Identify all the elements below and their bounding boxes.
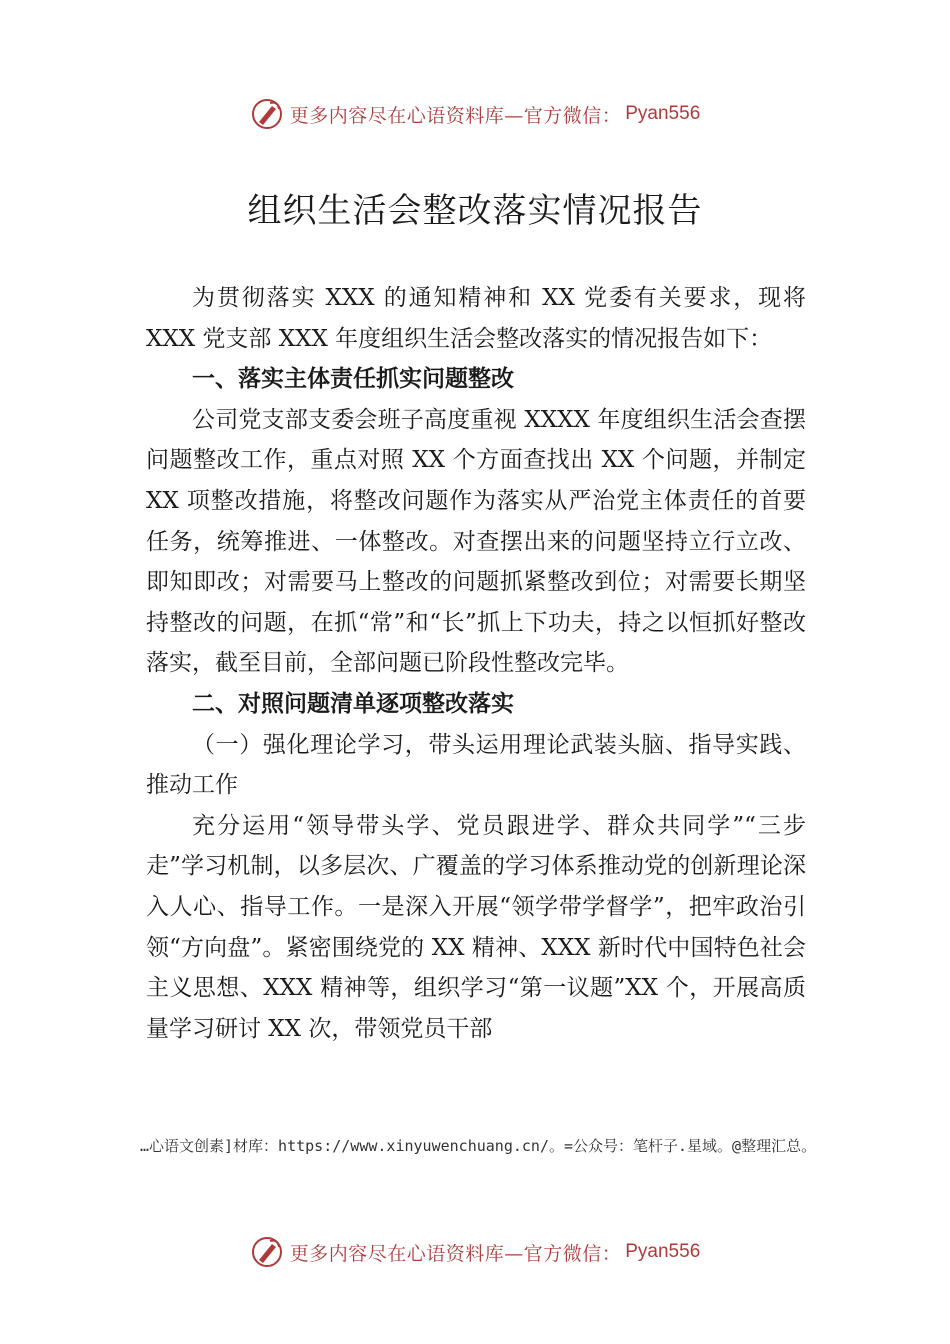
document-body [146, 278, 806, 1049]
section-2-paragraph: 充分运用“领导带头学、党员跟进学、群众共同学”“三步走”学习机制，以多层次、广覆盖的学习体系推动党的创新理论深入人心、指导工作。一是深入开展“领学带学督学”，把牢政治引领“方向盘”。紧密围绕党的 XX 精神、XXX 新时代中国特色社会主义思想、XXX 精神等，组织学习“第一议题”XX 个，开展高质量学习研讨 XX 次，带领党员干部 [146, 812, 806, 1042]
footer-banner [0, 1232, 950, 1272]
section-1-heading: 一、落实主体责任抓实问题整改 [192, 366, 514, 393]
section-2-subheading: （一）强化理论学习，带头运用理论武装头脑、指导实践、推动工作 [146, 731, 806, 799]
section-2-heading: 二、对照问题清单逐项整改落实 [192, 690, 514, 717]
section-1-paragraph: 公司党支部支委会班子高度重视 XXXX 年度组织生活会查摆问题整改工作，重点对照 XX 个方面查找出 XX 个问题，并制定 XX 项整改措施，将整改问题作为落实从严治党主体责任的首要任务，统筹推进、一体整改。对查摆出来的问题坚持立行立改、即知即改；对需要马上整改的问题抓紧整改到位；对需要长期坚持整改的问题，在抓“常”和“长”抓上下功夫，持之以恒抓好整改落实，截至目前，全部问题已阶段性整改完毕。 [146, 406, 806, 677]
banner-wechat-id: Pyan556 [625, 103, 701, 124]
banner-wechat-id: Pyan556 [625, 1241, 701, 1262]
banner-text: 更多内容尽在心语资料库—官方微信： [289, 104, 622, 127]
intro-paragraph: 为贯彻落实 XXX 的通知精神和 XX 党委有关要求，现将 XXX 党支部 XXX 年度组织生活会整改落实的情况报告如下： [146, 285, 806, 352]
header-banner [0, 94, 950, 134]
pen-logo-icon [250, 1235, 284, 1269]
footnote: …心语文创素]材库：https://www.xinyuwenchuang.cn/。=公众号：笔杆子.星域。@整理汇总。 [140, 1137, 817, 1155]
banner-text: 更多内容尽在心语资料库—官方微信： [289, 1242, 622, 1265]
document-title: 组织生活会整改落实情况报告 [247, 191, 703, 231]
pen-logo-icon [250, 97, 284, 131]
